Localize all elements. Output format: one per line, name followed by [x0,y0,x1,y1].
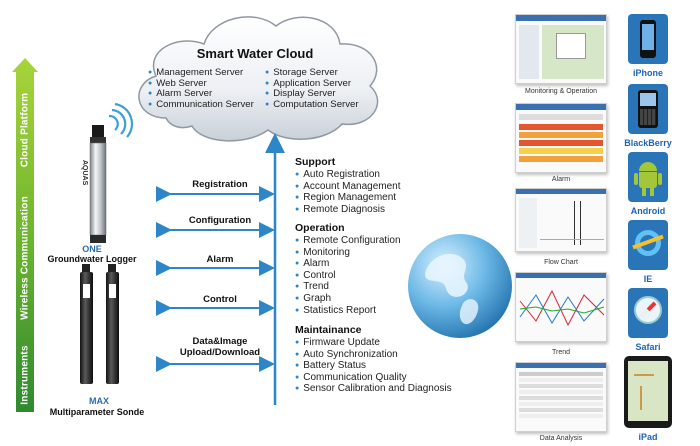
operation-item: ● Remote Configuration [295,235,401,247]
operation-item: ● Statistics Report [295,305,401,317]
wireless-signal-icon [109,104,132,137]
arrow-label-configuration: Configuration [188,215,252,226]
cloud-title: Smart Water Cloud [196,46,314,61]
server-item: ● Web Server [148,79,254,90]
server-item: ● Computation Server [265,100,359,111]
operation-item: ● Graph [295,293,401,305]
operation-title: Operation [295,222,345,234]
support-item: ● Region Management [295,192,401,204]
server-item: ● Display Server [265,89,359,100]
safari-icon [628,288,668,338]
server-item: ● Management Server [148,68,254,79]
support-list [295,169,401,215]
maintainance-item: ● Battery Status [295,360,452,372]
arrow-label-alarm: Alarm [206,254,234,265]
operation-list [295,235,401,316]
thumb-flow-chart [515,188,607,252]
thumb-data-analysis [515,362,607,432]
operation-item: ● Trend [295,281,401,293]
support-item: ● Auto Registration [295,169,401,181]
platform-safari: Safari [635,342,661,352]
support-item: ● Remote Diagnosis [295,204,401,216]
cloud-servers-left [148,68,254,110]
platform-blackberry: BlackBerry [624,138,672,148]
caption-data-analysis: Data Analysis [539,435,583,442]
ipad-icon [624,356,672,428]
trend-lines [516,281,607,341]
caption-alarm: Alarm [551,176,571,183]
ie-icon [628,220,668,270]
maintainance-item: ● Communication Quality [295,372,452,384]
thumb-alarm [515,103,607,173]
maintainance-list [295,337,452,395]
device-max-label: Multiparameter Sonde [49,407,145,417]
maintainance-title: Maintainance [295,324,362,336]
blackberry-icon [628,84,668,134]
globe-image [404,230,516,342]
platform-android: Android [630,206,666,216]
server-item: ● Storage Server [265,68,359,79]
arrow-label-registration: Registration [192,179,248,190]
server-item: ● Communication Server [148,100,254,111]
multiparameter-sonde-image [74,264,134,389]
iphone-icon [628,14,668,64]
maintainance-item: ● Firmware Update [295,337,452,349]
maintainance-item: ● Auto Synchronization [295,349,452,361]
android-icon [628,152,668,202]
groundwater-logger-image [84,98,144,248]
arrow-label-data: Data&Image Upload/Download [179,336,261,358]
cloud-servers-right [265,68,359,110]
device-one-name: ONE [82,244,102,254]
device-max-name: MAX [89,396,109,406]
thumb-trend [515,272,607,342]
support-item: ● Account Management [295,181,401,193]
thumb-monitoring [515,14,607,84]
support-title: Support [295,156,336,168]
arrow-label-control: Control [203,294,237,305]
platform-ipad: iPad [638,432,658,442]
caption-trend: Trend [551,349,571,356]
server-item: ● Application Server [265,79,359,90]
platform-iphone: iPhone [632,68,663,78]
layer-instruments: Instruments [19,345,31,405]
layer-cloud: Cloud Platform [19,92,31,168]
layer-wireless: Wireless Communication [19,196,31,320]
platform-ie: IE [643,274,653,284]
server-item: ● Alarm Server [148,89,254,100]
maintainance-item: ● Sensor Calibration and Diagnosis [295,383,452,395]
caption-monitoring: Monitoring & Operation [525,88,597,95]
device-one-label: Groundwater Logger [47,254,137,264]
operation-item: ● Monitoring [295,247,401,259]
brand-label: AQUAS [81,160,88,186]
caption-flow-chart: Flow Chart [544,259,578,266]
operation-item: ● Control [295,270,401,282]
operation-item: ● Alarm [295,258,401,270]
